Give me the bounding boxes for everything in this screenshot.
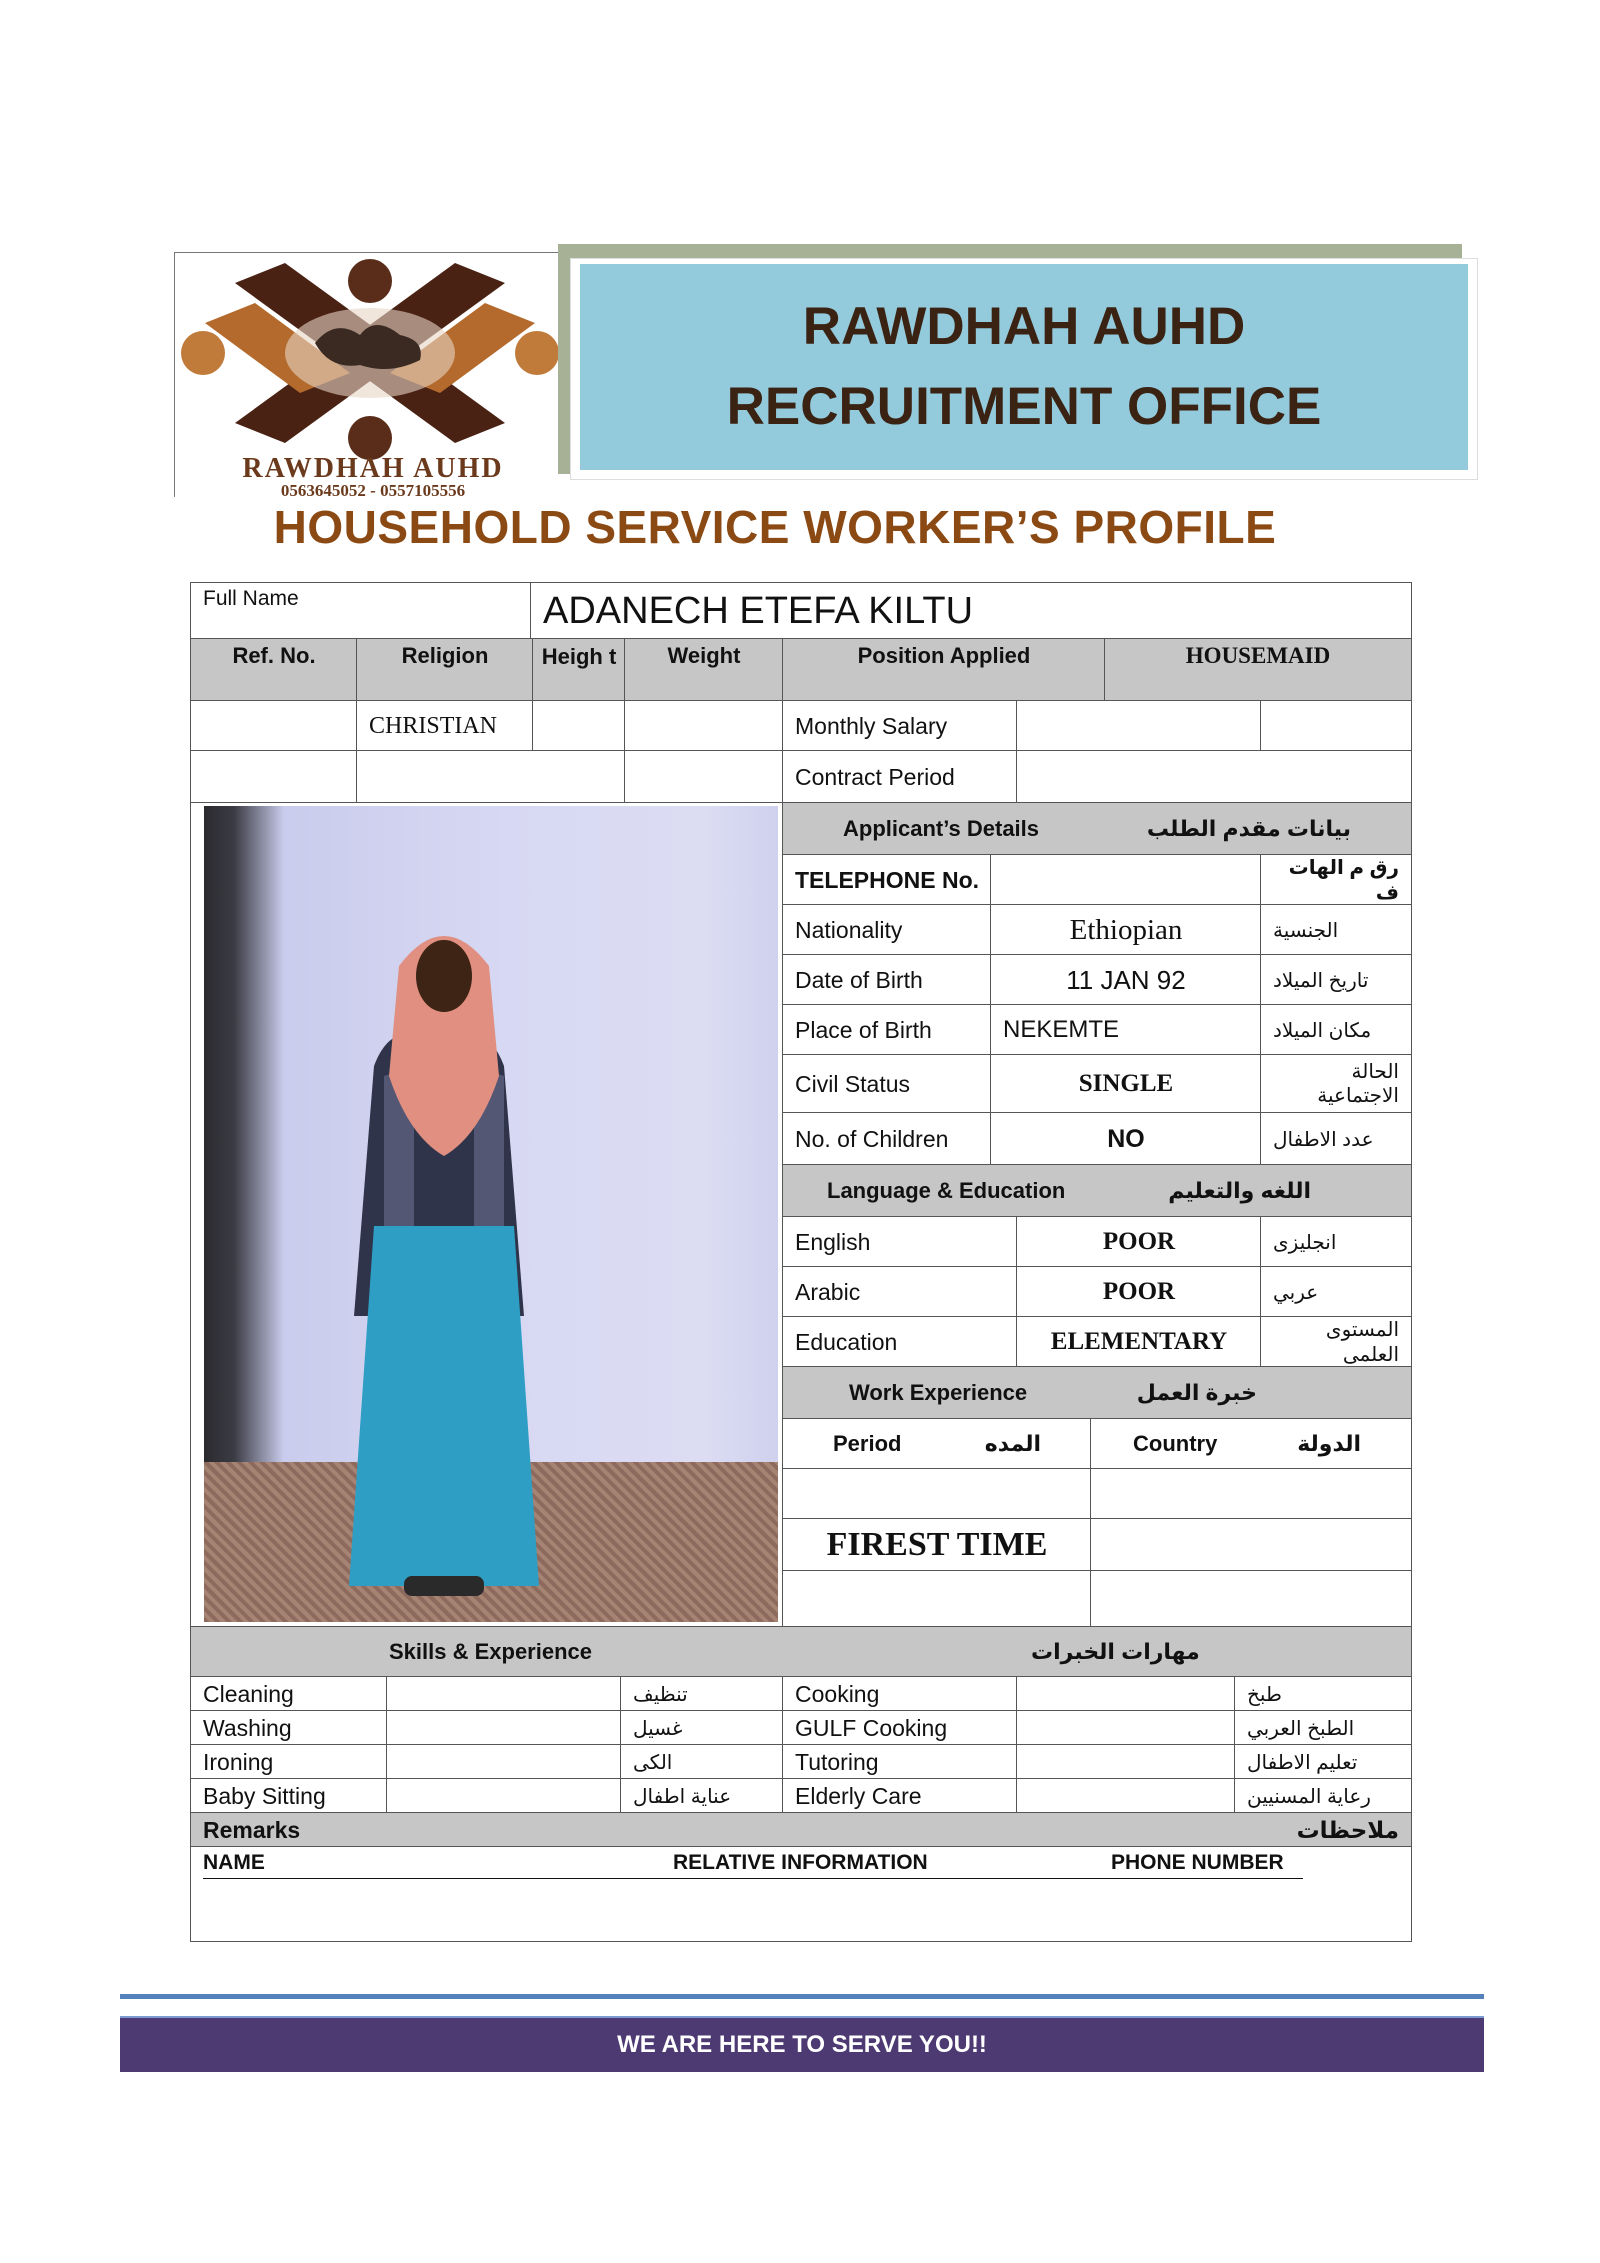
english-label: English xyxy=(782,1216,1018,1268)
weight-value xyxy=(624,700,784,752)
dob-value: 11 JAN 92 xyxy=(990,954,1262,1006)
work-period-cell xyxy=(782,1570,1092,1628)
skill-value xyxy=(1016,1710,1236,1746)
skill-ar: تعليم الاطفال xyxy=(1234,1744,1412,1780)
skill-ar: رعاية المسنيين xyxy=(1234,1778,1412,1814)
skill-ar: تنظيف xyxy=(620,1676,784,1712)
period-header xyxy=(782,1418,1092,1470)
height-label: Heigh t xyxy=(532,638,626,702)
religion-label: Religion xyxy=(356,638,534,702)
arabic-label: Arabic xyxy=(782,1266,1018,1318)
dob-label: Date of Birth xyxy=(782,954,992,1006)
blank-cell xyxy=(190,750,358,804)
relative-phone-label: PHONE NUMBER xyxy=(1111,1851,1284,1874)
skill-value xyxy=(1016,1744,1236,1780)
work-experience-header xyxy=(782,1366,1412,1420)
office-title xyxy=(580,264,1468,470)
contract-period-value xyxy=(1016,750,1412,804)
skill-ar: عناية اطفال xyxy=(620,1778,784,1814)
monthly-salary-value xyxy=(1016,700,1262,752)
country-ar: الدولة xyxy=(1297,1431,1361,1456)
height-value xyxy=(532,700,626,752)
religion-value: CHRISTIAN xyxy=(356,700,534,752)
skill-label: Tutoring xyxy=(782,1744,1018,1780)
applicant-details-header xyxy=(782,802,1412,856)
pob-label: Place of Birth xyxy=(782,1004,992,1056)
office-title-line2: RECRUITMENT OFFICE xyxy=(726,377,1322,436)
relative-name-label: NAME xyxy=(203,1851,265,1874)
skills-header-ar: مهارات الخبرات xyxy=(1031,1639,1200,1664)
pob-ar: مكان الميلاد xyxy=(1260,1004,1412,1056)
remarks-ar: ملاحظات xyxy=(1296,1816,1399,1843)
skill-label: Washing xyxy=(190,1710,388,1746)
ref-no-value xyxy=(190,700,358,752)
nationality-label: Nationality xyxy=(782,904,992,956)
ref-no-label: Ref. No. xyxy=(190,638,358,702)
skill-label: GULF Cooking xyxy=(782,1710,1018,1746)
telephone-value xyxy=(990,854,1262,906)
period-ar: المده xyxy=(984,1431,1041,1456)
work-country-cell xyxy=(1090,1570,1412,1628)
skill-value xyxy=(386,1744,622,1780)
applicant-details-ar: بيانات مقدم الطلب xyxy=(1146,816,1351,841)
remarks-body xyxy=(190,1846,1412,1942)
skill-value xyxy=(1016,1778,1236,1814)
telephone-label: TELEPHONE No. xyxy=(782,854,992,906)
skill-label: Cleaning xyxy=(190,1676,388,1712)
skill-value xyxy=(1016,1676,1236,1712)
company-logo xyxy=(174,252,564,500)
monthly-salary-label: Monthly Salary xyxy=(782,700,1018,752)
children-label: No. of Children xyxy=(782,1112,992,1166)
remarks-header xyxy=(190,1812,1412,1848)
language-education-ar: اللغه والتعليم xyxy=(1168,1178,1311,1203)
contract-period-label: Contract Period xyxy=(782,750,1018,804)
language-education-header xyxy=(782,1164,1412,1218)
skills-header xyxy=(190,1626,1412,1678)
civil-status-ar: الحالة الاجتماعية xyxy=(1260,1054,1412,1114)
footer-slogan: WE ARE HERE TO SERVE YOU!! xyxy=(120,2016,1484,2072)
position-applied-value: HOUSEMAID xyxy=(1104,638,1412,702)
education-ar: المستوى العلمى xyxy=(1260,1316,1412,1368)
country-en: Country xyxy=(1133,1431,1218,1456)
children-ar: عدد الاطفال xyxy=(1260,1112,1412,1166)
skill-label: Ironing xyxy=(190,1744,388,1780)
civil-status-value: SINGLE xyxy=(990,1054,1262,1114)
education-label: Education xyxy=(782,1316,1018,1368)
office-title-line1: RAWDHAH AUHD xyxy=(802,297,1246,356)
logo-name: RAWDHAH AUHD xyxy=(242,453,504,484)
work-entry: FIREST TIME xyxy=(782,1518,1092,1572)
footer-divider xyxy=(120,1994,1484,1999)
relative-info-label: RELATIVE INFORMATION xyxy=(673,1851,928,1874)
country-header xyxy=(1090,1418,1412,1470)
skill-label: Elderly Care xyxy=(782,1778,1018,1814)
civil-status-label: Civil Status xyxy=(782,1054,992,1114)
profile-heading: HOUSEHOLD SERVICE WORKER’S PROFILE xyxy=(273,501,1277,553)
work-experience-en: Work Experience xyxy=(849,1380,1028,1405)
pob-value: NEKEMTE xyxy=(990,1004,1262,1056)
work-experience-ar: خبرة العمل xyxy=(1136,1380,1257,1405)
telephone-ar: رق م الهات ف xyxy=(1260,854,1412,906)
skill-value xyxy=(386,1778,622,1814)
skill-label: Cooking xyxy=(782,1676,1018,1712)
applicant-photo xyxy=(204,806,778,1622)
work-country-cell xyxy=(1090,1468,1412,1520)
work-country-cell xyxy=(1090,1518,1412,1572)
blank-cell xyxy=(356,750,626,804)
english-ar: انجليزى xyxy=(1260,1216,1412,1268)
full-name-value: ADANECH ETEFA KILTU xyxy=(530,582,1412,640)
skill-value xyxy=(386,1676,622,1712)
position-applied-label: Position Applied xyxy=(782,638,1106,702)
dob-ar: تاريخ الميلاد xyxy=(1260,954,1412,1006)
nationality-value: Ethiopian xyxy=(990,904,1262,956)
children-value: NO xyxy=(990,1112,1262,1166)
full-name-label: Full Name xyxy=(190,582,532,640)
education-value: ELEMENTARY xyxy=(1016,1316,1262,1368)
skill-ar: الكى xyxy=(620,1744,784,1780)
logo-phones: 0563645052 - 0557105556 xyxy=(280,481,466,500)
skill-ar: طبخ xyxy=(1234,1676,1412,1712)
skills-header-en: Skills & Experience xyxy=(389,1639,592,1664)
english-value: POOR xyxy=(1016,1216,1262,1268)
weight-label: Weight xyxy=(624,638,784,702)
blank-cell xyxy=(624,750,784,804)
remarks-en: Remarks xyxy=(203,1816,301,1843)
arabic-value: POOR xyxy=(1016,1266,1262,1318)
skill-value xyxy=(386,1710,622,1746)
language-education-en: Language & Education xyxy=(827,1178,1066,1203)
applicant-details-en: Applicant’s Details xyxy=(843,816,1040,841)
nationality-ar: الجنسية xyxy=(1260,904,1412,956)
relative-info-line xyxy=(203,1851,1303,1879)
skill-ar: غسيل xyxy=(620,1710,784,1746)
work-period-cell xyxy=(782,1468,1092,1520)
monthly-salary-extra xyxy=(1260,700,1412,752)
period-en: Period xyxy=(833,1431,902,1456)
skill-label: Baby Sitting xyxy=(190,1778,388,1814)
skill-ar: الطبخ العربي xyxy=(1234,1710,1412,1746)
arabic-ar: عربي xyxy=(1260,1266,1412,1318)
